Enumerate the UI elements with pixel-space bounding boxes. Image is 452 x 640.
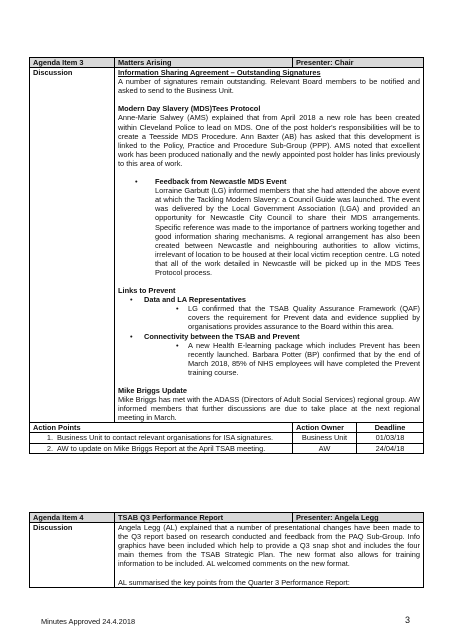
bullet-icon: • — [130, 331, 133, 341]
action-deadline: 24/04/18 — [357, 443, 424, 453]
discussion-label: Discussion — [30, 68, 115, 423]
bullet-icon: • — [130, 295, 133, 305]
bullet-icon: • — [176, 304, 179, 314]
data-heading: Data and LA Representatives — [144, 295, 246, 305]
prevent-list — [118, 295, 420, 377]
feedback-list — [118, 177, 420, 277]
bullet-icon: • — [135, 177, 138, 187]
action-owner: Business Unit — [293, 433, 357, 443]
table-row — [30, 443, 424, 453]
action-number: 1. — [46, 433, 53, 443]
action-points-header: Action Points — [30, 423, 293, 433]
bullet-icon: • — [176, 340, 179, 350]
list-item — [118, 177, 420, 277]
feedback-text: Lorraine Garbutt (LG) informed members that she had attended the above event at which the Tackling Modern Slavery: a Council Guide was launched. The event was delivered by the Local Government Association (LGA) and provided an opportunity for Newcastle City Council to share their MDS arrangements. Specific reference was made to the importance of partners working together and good information sharing mechanisms. A regional arrangement has also been created between Newcastle and neighbouring authorities to allow victims, irrelevant of location to be housed at their local victim reception centre. LG noted that all of the work detailed in Newcastle will be picked up in the MDS Tees Protocol process. — [155, 186, 421, 277]
feedback-heading: Feedback from Newcastle MDS Event — [155, 177, 287, 187]
data-text: LG confirmed that the TSAB Quality Assurance Framework (QAF) covers the requirement for Prevent data and evidence supplied by organisations provides assurance to the Board within this area. — [188, 304, 421, 332]
info-sharing-heading: Information Sharing Agreement – Outstanding Signatures — [118, 68, 321, 78]
briggs-heading: Mike Briggs Update — [118, 386, 187, 395]
discussion-content — [115, 68, 424, 423]
action-text-cell — [30, 433, 293, 443]
presenter: Presenter: Angela Legg — [293, 513, 424, 523]
action-owner-header: Action Owner — [293, 423, 357, 433]
agenda-item-title: Matters Arising — [115, 58, 293, 68]
action-text-cell — [30, 443, 293, 453]
q3-summary-text: AL summarised the key points from the Quarter 3 Performance Report: — [118, 577, 350, 587]
list-item — [118, 295, 420, 304]
action-owner: AW — [293, 443, 357, 453]
prevent-heading: Links to Prevent — [118, 286, 176, 296]
agenda-item-4-header — [30, 513, 424, 523]
mds-text: Anne-Marie Salwey (AMS) explained that from April 2018 a new role has been created within Cleveland Police to lead on MDS. One of the post holder's responsibilities will be to create a Teesside MDS Procedure. Ann Baxter (AB) has asked that this development is linked to the Policy, Practice and Procedure Sub-Group (PPP). AMS noted that excellent work has been produced nationally and the newly appointed post holder has links previously to this area of work. — [118, 113, 421, 168]
action-text: AW to update on Mike Briggs Report at the April TSAB meeting. — [57, 443, 266, 453]
agenda-item-title: TSAB Q3 Performance Report — [115, 513, 293, 523]
footer-approval: Minutes Approved 24.4.2018 — [41, 617, 136, 626]
table-row — [30, 433, 424, 443]
mds-heading: Modern Day Slavery (MDS)Tees Protocol — [118, 104, 261, 114]
agenda-item-4-table — [29, 512, 424, 588]
action-number: 2. — [46, 443, 53, 453]
info-sharing-text: A number of signatures remain outstanding. Relevant Board members to be notified and asked to send to the Business Unit. — [118, 77, 421, 96]
q3-report-text: Angela Legg (AL) explained that a number of presentational changes have been made to the Q3 report based on research conducted and feedback from the PAQ Sub-Group. Info graphics have been included which help to provide a Q3 snap shot and includes the four main themes from the TSAB Strategic Plan. The new format also allows for training information to be included. AL welcomed comments on the new format. — [118, 523, 420, 569]
briggs-text: Mike Briggs has met with the ADASS (Directors of Adult Social Services) regional group. AW informed members that further discussions are due to take place at the next regional meeting in March. — [118, 395, 421, 423]
list-item — [118, 341, 420, 377]
discussion-content — [115, 523, 424, 588]
agenda-item-3-header — [30, 58, 424, 68]
action-text: Business Unit to contact relevant organisations for ISA signatures. — [57, 433, 274, 443]
list-item — [118, 304, 420, 331]
presenter: Presenter: Chair — [293, 58, 424, 68]
discussion-row — [30, 523, 424, 588]
page-number: 3 — [405, 615, 411, 625]
agenda-item-label: Agenda Item 3 — [30, 58, 115, 68]
agenda-item-label: Agenda Item 4 — [30, 513, 115, 523]
action-points-header-row — [30, 423, 424, 433]
list-item — [118, 332, 420, 341]
deadline-header: Deadline — [357, 423, 424, 433]
connectivity-heading: Connectivity between the TSAB and Prevent — [144, 331, 300, 341]
action-deadline: 01/03/18 — [357, 433, 424, 443]
connectivity-text: A new Health E-learning package which includes Prevent has been recently launched. Barbara Potter (BP) confirmed that by the end of March 2018, 85% of NHS employees will have completed the Prevent training course. — [188, 340, 421, 377]
agenda-item-3-table — [29, 57, 424, 454]
discussion-label: Discussion — [30, 523, 115, 588]
discussion-row — [30, 68, 424, 423]
